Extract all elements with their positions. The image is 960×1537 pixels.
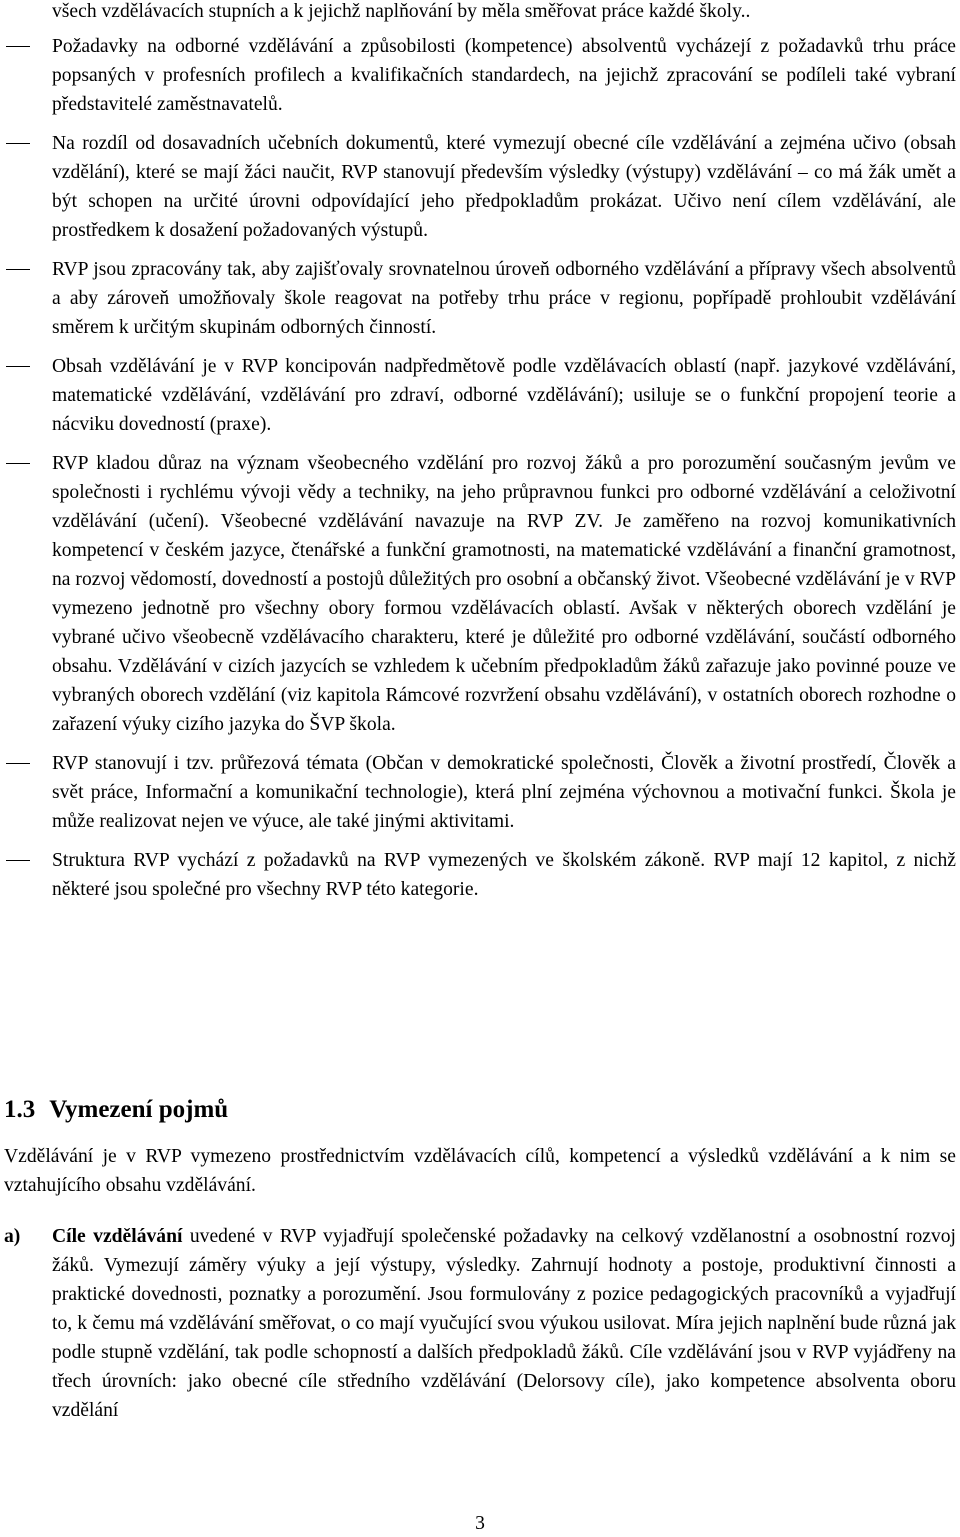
page-number: 3 [475,1513,485,1534]
bullet-text: Obsah vzdělávání je v RVP koncipován nadpředmětově podle vzdělávacích oblastí (např. jazykové vzdělávání, matematické vzdělávání, vzdělávání pro zdraví, odborné vzdělávání); usiluje se o funkční propojení teorie a nácviku dovedností (praxe). [52,356,956,435]
continued-text-line: všech vzdělávacích stupních a k jejichž naplňování by měla směřovat práce každé školy.. [52,1,751,22]
definition-item [4,1222,956,1425]
dash-bullet-icon [6,269,30,270]
section-number: 1.3 [4,1096,36,1123]
bullet-text: RVP kladou důraz na význam všeobecného vzdělání pro rozvoj žáků a pro porozumění současným jevům ve společnosti i rychlému vývoji vědy a techniky, na jeho průpravnou funkci pro odborné vzdělávání a celoživotní vzdělávání (učení). Všeobecné vzdělávání navazuje na RVP ZV. Je zaměřeno na rozvoj komunikativních kompetencí v českém jazyce, čtenářské a funkční gramotnosti, na matematické vzdělávání a finanční gramotnost, na rozvoj vědomostí, dovedností a postojů důležitých pro osobní a občanský život. Všeobecné vzdělávání je v RVP vymezeno jednotně pro všechny obory formou vzdělávacích oblastí. Avšak v některých oborech vzdělání je vybrané učivo všeobecně vzdělávacího charakteru, které je důležité pro odborné vzdělávání, součástí odborného obsahu. Vzdělávání v cizích jazycích se vzhledem k učebním předpokladům žáků zařazuje jako povinné pouze ve vybraných oborech vzdělání (viz kapitola Rámcové rozvržení obsahu vzdělávání), v ostatních oborech rozhodne o zařazení výuky cizího jazyka do ŠVP škola. [52,453,956,735]
item-body [52,1222,956,1425]
dash-bullet-icon [6,366,30,367]
item-term: Cíle vzdělávání [52,1226,183,1247]
section-title: Vymezení pojmů [49,1096,229,1123]
dash-bullet-icon [6,143,30,144]
dash-bullet-icon [6,46,30,47]
dash-bullet-icon [6,860,30,861]
dash-bullet-icon [6,463,30,464]
bullet-text: RVP jsou zpracovány tak, aby zajišťovaly srovnatelnou úroveň odborného vzdělávání a přípravy všech absolventů a aby zároveň umožňovaly škole reagovat na potřeby trhu práce v regionu, popřípadě prohloubit vzdělávání směrem k určitým skupinám odborných činností. [52,259,956,338]
bullet-item [0,352,960,439]
bullet-item [0,255,960,342]
bullet-item [0,32,960,119]
section-heading [4,1094,228,1126]
bullet-text: Požadavky na odborné vzdělávání a způsobilosti (kompetence) absolventů vycházejí z požadavků trhu práce popsaných v profesních profilech a kvalifikačních standardech, na jejichž zpracování se podíleli také vybraní představitelé zaměstnavatelů. [52,36,956,115]
dash-bullet-icon [6,763,30,764]
intro-paragraph: Vzdělávání je v RVP vymezeno prostřednictvím vzdělávacích cílů, kompetencí a výsledků vzdělávání a k nim se vztahujícího obsahu vzdělávání. [4,1146,956,1196]
bullet-text: RVP stanovují i tzv. průřezová témata (Občan v demokratické společnosti, Člověk a životní prostředí, Člověk a svět práce, Informační a komunikační technologie), která plní zejména výchovnou a motivační funkci. Škola je může realizovat nejen ve výuce, ale také jinými aktivitami. [52,753,956,832]
bullet-text: Na rozdíl od dosavadních učebních dokumentů, které vymezují obecné cíle vzdělávání a zejména učivo (obsah vzdělání), které se mají žáci naučit, RVP stanovují především výsledky (výstupy) vzdělávání – co má žák umět a být schopen na určité úrovni odpovídající jeho předpokladům prokázat. Učivo není cílem vzdělávání, ale prostředkem k dosažení požadovaných výstupů. [52,133,956,241]
bullet-item [0,749,960,836]
bullet-item [0,846,960,904]
item-text: uvedené v RVP vyjadřují společenské požadavky na celkový vzdělanostní a osobnostní rozvoj žáků. Vymezují záměry výuky a její výstupy, výsledky. Zahrnují hodnoty a postoje, produktivní činnosti a praktické dovednosti, poznatky a porozumění. Jsou formulovány z pozice pedagogických pracovníků a vyjadřují to, k čemu má vzdělávání směřovat, o co mají vyučující svou výukou usilovat. Míra jejich naplnění bude různá jak podle stupně vzdělání, tak podle schopností a dalších předpokladů žáků. Cíle vzdělávání jsou v RVP vyjádřeny na třech úrovních: jako obecné cíle středního vzdělávání (Delorsovy cíle), jako kompetence absolventa oboru vzdělání [52,1226,956,1421]
bullet-item [0,449,960,739]
bullet-list [0,32,960,914]
bullet-item [0,129,960,245]
item-label: a) [4,1226,21,1247]
bullet-text: Struktura RVP vychází z požadavků na RVP vymezených ve školském zákoně. RVP mají 12 kapitol, z nichž některé jsou společné pro všechny RVP této kategorie. [52,850,956,900]
